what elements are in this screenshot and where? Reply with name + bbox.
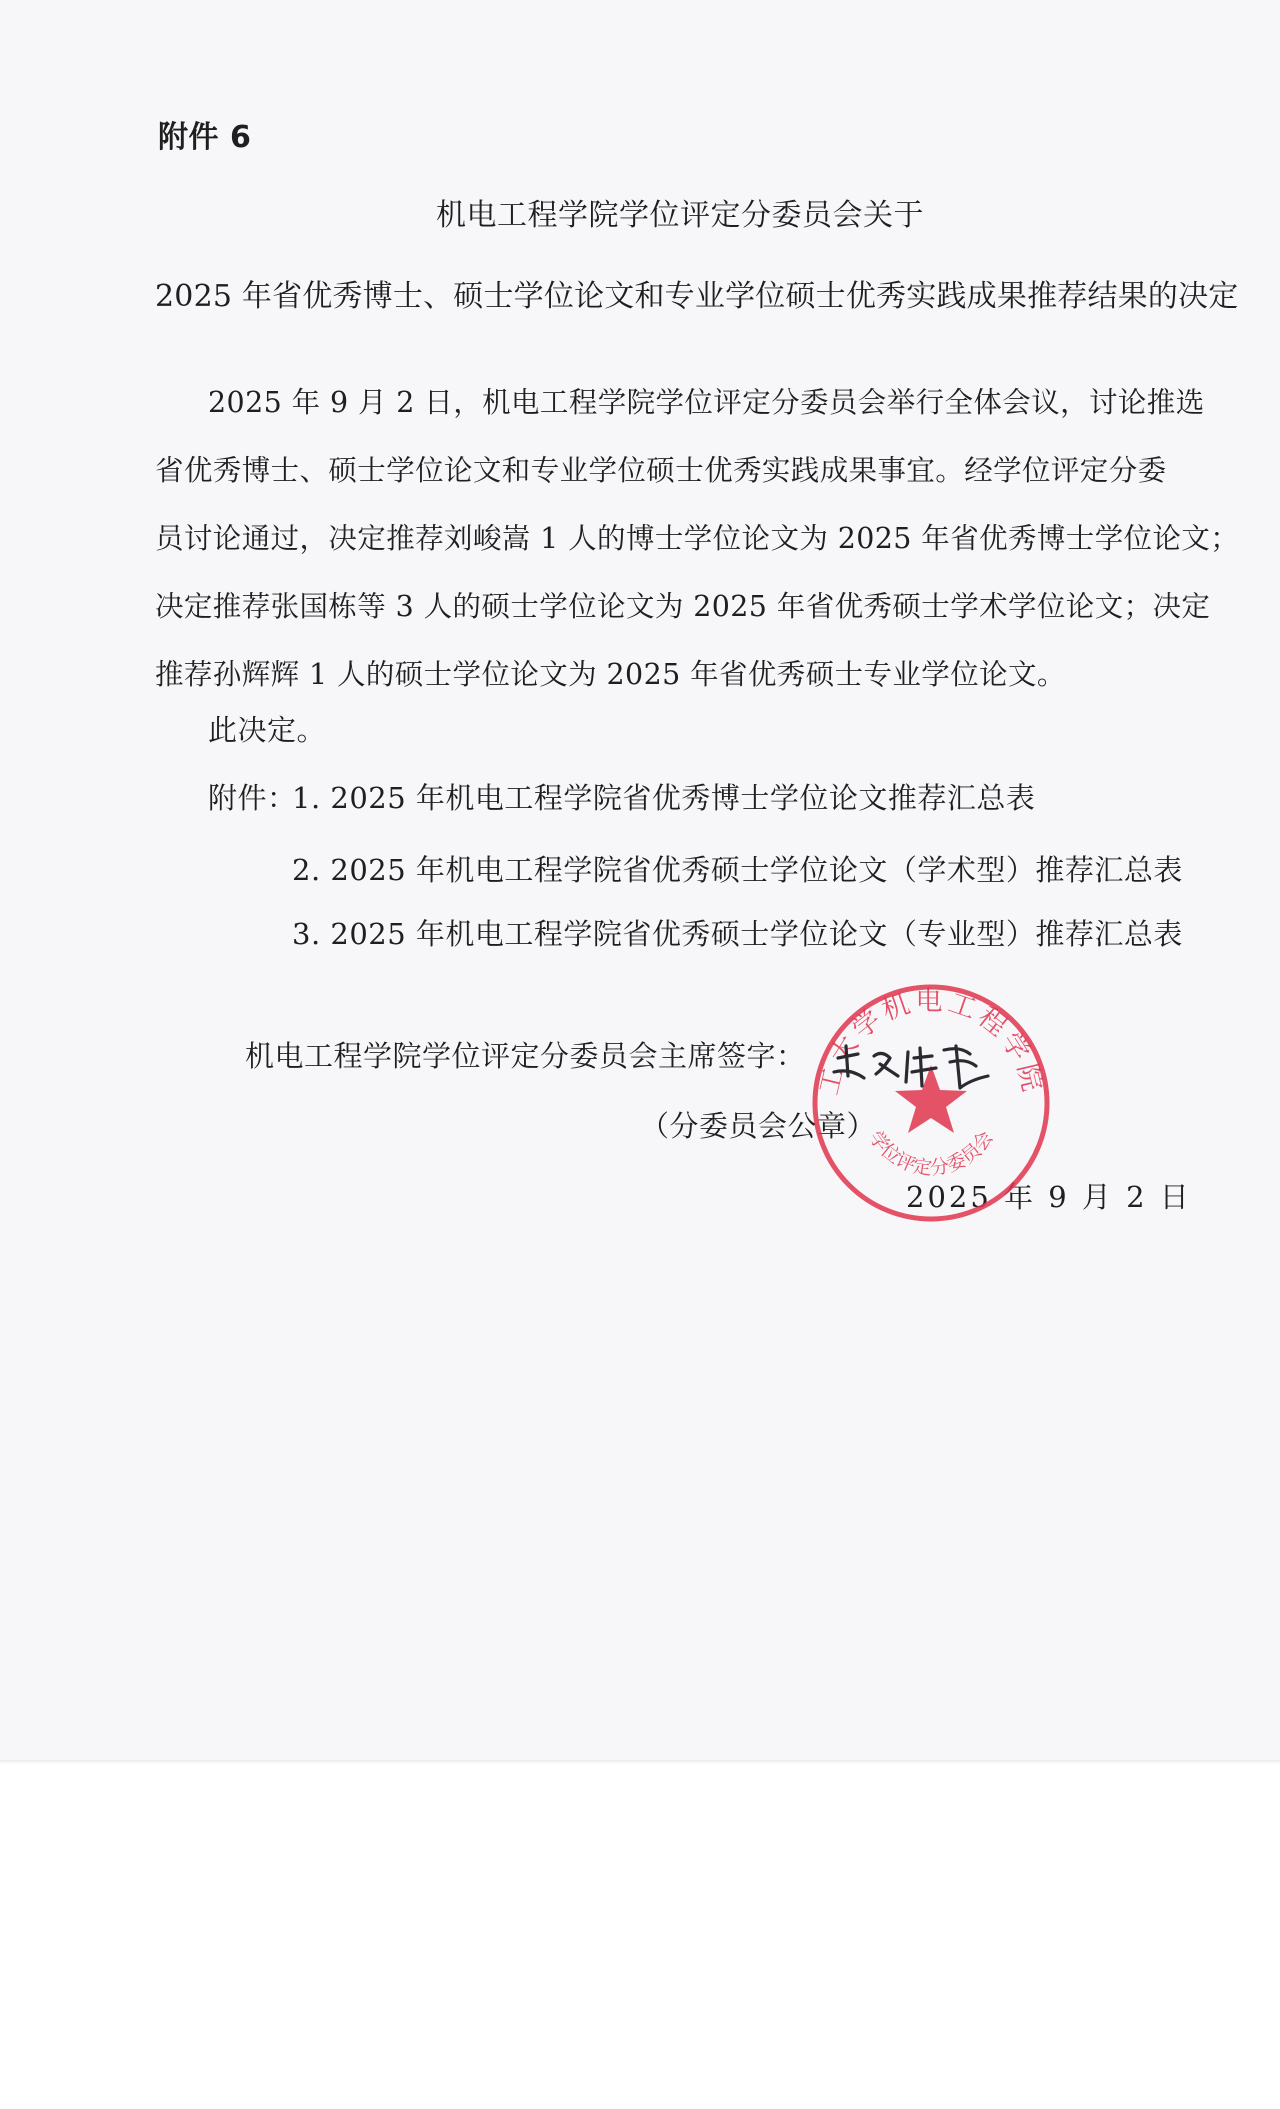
seal-inner-text: 学位评定分委员会 [864,1127,998,1180]
attachment-item: 3. 2025 年机电工程学院省优秀硕士学位论文（专业型）推荐汇总表 [292,917,1183,951]
seal-outer-text: 工大学机电工程学院 [813,986,1049,1099]
seal-note: （分委员会公章） [640,1109,877,1143]
document-date: 2025 年 9 月 2 日 [906,1180,1192,1214]
body-line: 员讨论通过，决定推荐刘峻嵩 1 人的博士学位论文为 2025 年省优秀博士学位论文； [155,522,1240,555]
body-line: 2025 年 9 月 2 日，机电工程学院学位评定分委员会举行全体会议，讨论推选 [208,386,1205,419]
body-line: 省优秀博士、硕士学位论文和专业学位硕士优秀实践成果事宜。经学位评定分委 [155,454,1167,487]
attachment-item: 1. 2025 年机电工程学院省优秀博士学位论文推荐汇总表 [292,781,1036,815]
attachments-heading: 附件： [208,781,297,815]
attachment-item: 2. 2025 年机电工程学院省优秀硕士学位论文（学术型）推荐汇总表 [292,853,1183,887]
body-line: 推荐孙辉辉 1 人的硕士学位论文为 2025 年省优秀硕士专业学位论文。 [155,658,1066,691]
attachment-label: 附件 6 [158,120,252,155]
decision-text: 此决定。 [208,713,327,747]
page-edge [0,1760,1280,1764]
signature-label: 机电工程学院学位评定分委员会主席签字： [245,1039,806,1073]
body-line: 决定推荐张国栋等 3 人的硕士学位论文为 2025 年省优秀硕士学术学位论文；决定 [155,590,1211,623]
document-title-line-1: 机电工程学院学位评定分委员会关于 [436,198,924,233]
document-title-line-2: 2025 年省优秀博士、硕士学位论文和专业学位硕士优秀实践成果推荐结果的决定 [155,279,1239,314]
